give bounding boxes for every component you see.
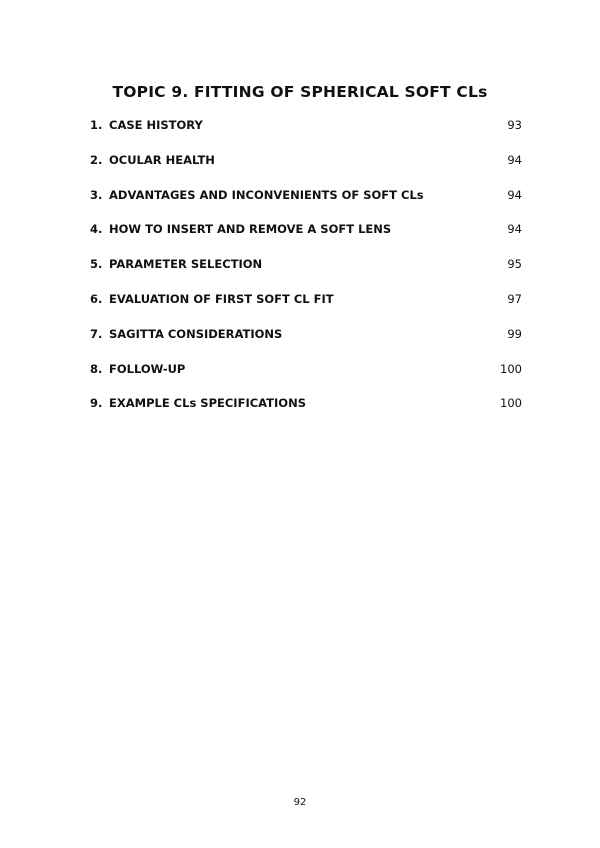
- toc-entry-number: 5.: [90, 257, 103, 272]
- toc-entry-page: 94: [507, 152, 522, 167]
- page-number: 92: [293, 797, 307, 808]
- toc-entry-page: 100: [500, 361, 522, 376]
- toc-entry-page: 99: [507, 326, 522, 341]
- toc-entry-number: 2.: [90, 152, 103, 167]
- toc-entry-page: 97: [507, 291, 522, 306]
- toc-entry-insert-remove[interactable]: [90, 222, 522, 257]
- toc-entry-label: SAGITTA CONSIDERATIONS: [109, 326, 283, 341]
- toc-entry-example-specs[interactable]: [90, 396, 522, 431]
- toc-entry-sagitta[interactable]: [90, 327, 522, 362]
- toc-entry-label: EXAMPLE CLs SPECIFICATIONS: [109, 396, 306, 411]
- table-of-contents: [90, 118, 522, 431]
- toc-entry-page: 94: [507, 187, 522, 202]
- toc-entry-label: HOW TO INSERT AND REMOVE A SOFT LENS: [109, 222, 392, 237]
- toc-entry-label: OCULAR HEALTH: [109, 152, 215, 167]
- toc-entry-number: 8.: [90, 361, 103, 376]
- toc-entry-evaluation[interactable]: [90, 292, 522, 327]
- toc-entry-number: 7.: [90, 326, 103, 341]
- toc-entry-number: 4.: [90, 222, 103, 237]
- toc-entry-number: 1.: [90, 118, 103, 132]
- toc-entry-advantages[interactable]: [90, 188, 522, 223]
- toc-entry-ocular-health[interactable]: [90, 153, 522, 188]
- toc-entry-page: 93: [507, 118, 522, 132]
- toc-entry-page: 100: [500, 396, 522, 411]
- page-title: TOPIC 9. FITTING OF SPHERICAL SOFT CLs: [112, 83, 488, 102]
- toc-entry-label: EVALUATION OF FIRST SOFT CL FIT: [109, 291, 334, 306]
- toc-entry-page: 94: [507, 222, 522, 237]
- toc-entry-parameter-selection[interactable]: [90, 257, 522, 292]
- toc-entry-case-history[interactable]: [90, 118, 522, 153]
- toc-entry-label: ADVANTAGES AND INCONVENIENTS OF SOFT CLs: [109, 187, 424, 202]
- toc-entry-label: FOLLOW-UP: [109, 361, 186, 376]
- toc-entry-number: 6.: [90, 291, 103, 306]
- toc-entry-follow-up[interactable]: [90, 362, 522, 397]
- toc-entry-number: 3.: [90, 187, 103, 202]
- toc-entry-page: 95: [507, 257, 522, 272]
- toc-entry-label: PARAMETER SELECTION: [109, 257, 263, 272]
- toc-entry-label: CASE HISTORY: [109, 118, 203, 132]
- toc-entry-number: 9.: [90, 396, 103, 411]
